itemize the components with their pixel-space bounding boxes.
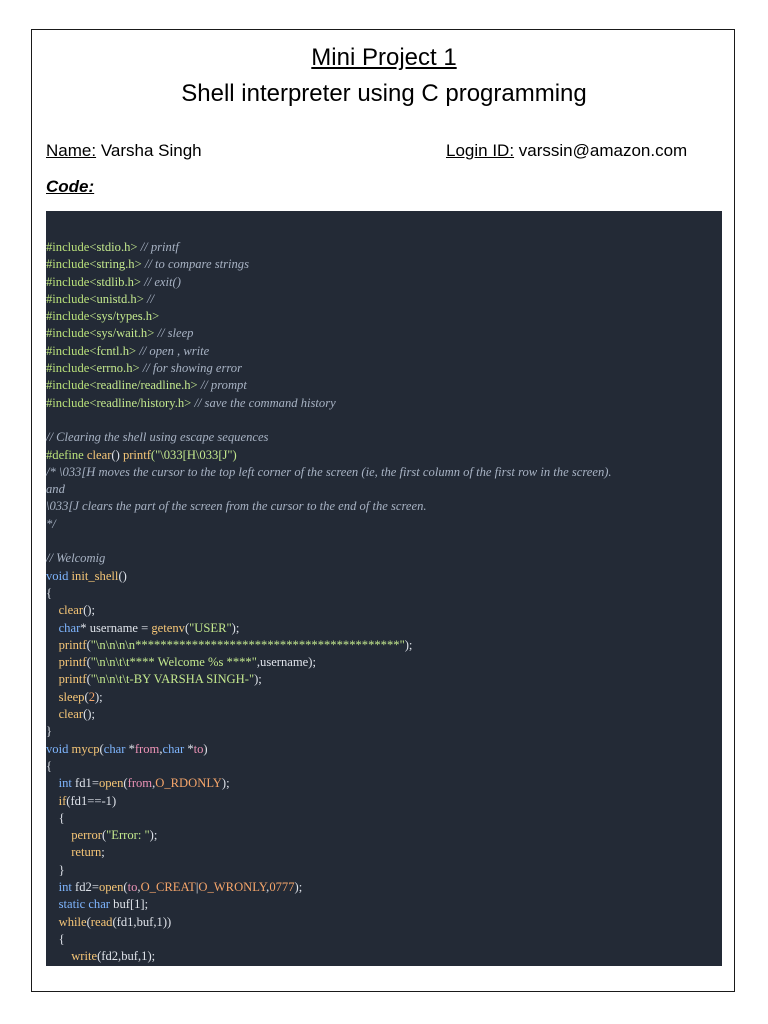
code-token: 0777	[269, 879, 295, 894]
code-token	[46, 794, 59, 808]
code-token: from	[134, 741, 160, 756]
code-token: while	[58, 914, 87, 929]
code-token: // open , write	[136, 343, 210, 358]
code-line	[46, 948, 612, 965]
code-line	[46, 516, 612, 533]
code-token: #include	[46, 343, 90, 358]
code-token: (	[123, 776, 128, 791]
code-token: (	[86, 637, 91, 652]
code-token: <readline/history.h>	[89, 395, 192, 410]
code-token: clear	[58, 707, 84, 722]
code-token: to	[127, 879, 138, 894]
code-token	[46, 690, 59, 704]
code-label: Code:	[46, 177, 95, 196]
code-token: char	[103, 741, 129, 756]
code-line	[46, 931, 612, 948]
code-line	[46, 706, 612, 723]
code-line	[46, 758, 612, 775]
code-line	[46, 585, 612, 602]
code-token: <errno.h>	[89, 361, 140, 376]
code-token: printf	[58, 672, 87, 687]
code-token: #include	[46, 378, 90, 393]
code-token	[46, 897, 59, 911]
document-title: Mini Project 1	[311, 44, 457, 71]
code-token	[46, 915, 59, 929]
code-token: (	[86, 914, 91, 929]
code-token: (	[99, 741, 104, 756]
code-token: read	[90, 914, 113, 929]
code-token: );	[231, 620, 240, 635]
code-token: (	[101, 828, 107, 843]
code-line	[46, 810, 612, 827]
code-token: ()	[111, 447, 123, 462]
code-token: printf	[58, 655, 87, 670]
code-token: ,	[137, 879, 141, 894]
code-line	[46, 256, 612, 273]
code-token	[46, 828, 71, 842]
code-line	[46, 620, 612, 637]
code-token: "\n\n\t\t**** Welcome %s ****"	[90, 655, 257, 670]
code-line	[46, 896, 612, 913]
code-token: <readline/readline.h>	[89, 378, 198, 393]
code-token: ,	[266, 879, 270, 894]
code-token: <stdlib.h>	[89, 274, 142, 289]
code-token: void	[46, 741, 72, 756]
code-line	[46, 325, 612, 342]
code-token: /* \033[H moves the cursor to the top left corner of the screen (ie, the first column of the first row in the screen).	[46, 464, 612, 479]
code-token: // prompt	[197, 378, 247, 393]
code-line	[46, 793, 612, 810]
code-line	[46, 741, 612, 758]
login-value: varssin@amazon.com	[518, 141, 688, 160]
code-token: open	[98, 879, 124, 894]
code-line	[46, 291, 612, 308]
code-token: "Error: "	[106, 828, 150, 843]
code-token: {	[46, 758, 53, 773]
code-token: // sleep	[154, 326, 194, 341]
code-token: and	[46, 482, 65, 497]
code-token: (fd1==-1)	[66, 793, 117, 808]
code-token: sleep	[58, 689, 85, 704]
code-token: "\n\n\n\n******************************************"	[90, 637, 405, 652]
name-value: Varsha Singh	[100, 141, 202, 160]
code-token: int	[58, 879, 76, 894]
code-token: char	[88, 897, 114, 912]
code-token	[46, 621, 59, 635]
code-token: <string.h>	[89, 257, 142, 272]
code-token: <stdio.h>	[89, 240, 138, 254]
code-token: ,	[152, 776, 156, 791]
code-token	[46, 707, 59, 721]
code-token	[46, 845, 71, 859]
code-token: open	[98, 776, 124, 791]
code-token: <sys/types.h>	[89, 309, 160, 324]
code-line	[46, 239, 612, 256]
code-token: *	[128, 741, 135, 756]
code-token: fd2=	[75, 879, 99, 894]
code-token	[46, 638, 59, 652]
code-line	[46, 412, 612, 429]
document-subtitle: Shell interpreter using C programming	[181, 80, 587, 107]
code-token: clear	[58, 603, 84, 618]
code-token: // for showing error	[139, 361, 243, 376]
code-token: return	[71, 845, 102, 860]
code-line	[46, 533, 612, 550]
code-line	[46, 343, 612, 360]
code-token: {	[46, 810, 65, 825]
code-token: #include	[46, 326, 90, 341]
code-token: #include	[46, 257, 90, 272]
code-line	[46, 879, 612, 896]
code-token: getenv	[151, 620, 185, 635]
code-token: (fd2,buf,1);	[97, 949, 156, 964]
name-label: Name:	[46, 141, 97, 160]
code-line	[46, 827, 612, 844]
code-token: ("\033[H\033[J")	[150, 447, 237, 462]
code-token	[46, 776, 59, 790]
code-token: #include	[46, 309, 90, 324]
code-token: {	[46, 931, 65, 946]
code-token	[46, 655, 59, 669]
code-token: <unistd.h>	[89, 291, 144, 306]
code-token: */	[46, 516, 56, 531]
code-token: * username =	[80, 620, 152, 635]
code-token: )	[203, 741, 208, 756]
code-line	[46, 550, 612, 567]
code-line	[46, 429, 612, 446]
code-token: #include	[46, 395, 90, 410]
code-token	[46, 949, 71, 963]
code-token: write	[71, 949, 98, 964]
code-token	[46, 603, 59, 617]
code-line	[46, 481, 612, 498]
code-token: clear	[86, 447, 112, 462]
code-token: |	[195, 879, 199, 894]
code-token: (	[84, 689, 89, 704]
code-line	[46, 671, 612, 688]
code-token: O_WRONLY	[198, 879, 267, 894]
code-token: (	[86, 655, 91, 670]
code-token: fd1=	[75, 776, 99, 791]
code-line	[46, 498, 612, 515]
code-line	[46, 447, 612, 464]
code-token: printf	[58, 637, 87, 652]
code-token: );	[221, 776, 230, 791]
code-token: );	[404, 637, 413, 652]
code-token: from	[127, 776, 153, 791]
code-token: );	[149, 828, 158, 843]
code-token: to	[193, 741, 204, 756]
code-line	[46, 395, 612, 412]
code-token: (	[86, 672, 91, 687]
code-line	[46, 862, 612, 879]
code-token: O_RDONLY	[155, 776, 222, 791]
code-line	[46, 360, 612, 377]
code-token: ();	[83, 603, 95, 618]
code-token: char	[162, 741, 188, 756]
code-token: (	[184, 620, 190, 635]
code-token: *	[187, 741, 194, 756]
code-token: #include	[46, 240, 90, 254]
code-token: buf[1];	[113, 897, 149, 912]
code-line	[46, 914, 612, 931]
code-token: char	[58, 620, 81, 635]
code-token: );	[294, 879, 303, 894]
code-line	[46, 568, 612, 585]
code-token: (	[123, 879, 128, 894]
code-token: int	[58, 776, 76, 791]
code-token: );	[94, 689, 103, 704]
code-token: // Clearing the shell using escape sequences	[46, 430, 269, 445]
code-token: #include	[46, 361, 90, 376]
code-token: // Welcomig	[46, 551, 106, 566]
code-line	[46, 274, 612, 291]
code-token: // save the command history	[191, 395, 336, 410]
code-token	[46, 880, 59, 894]
code-token: 2	[88, 689, 95, 704]
code-token: #include	[46, 291, 90, 306]
code-token: ,username);	[256, 655, 316, 670]
student-name	[46, 141, 202, 161]
code-token: O_CREAT	[140, 879, 196, 894]
code-token: #include	[46, 274, 90, 289]
code-token: ();	[83, 707, 95, 722]
code-token: // exit()	[141, 274, 181, 289]
code-token: init_shell	[71, 568, 119, 583]
code-token: <fcntl.h>	[89, 343, 137, 358]
code-line	[46, 723, 612, 740]
code-lines	[46, 239, 612, 965]
code-line	[46, 602, 612, 619]
code-token: <sys/wait.h>	[89, 326, 155, 341]
code-line	[46, 308, 612, 325]
code-token: #define	[46, 447, 87, 462]
code-token: (fd1,buf,1))	[112, 914, 172, 929]
code-block	[46, 211, 722, 966]
code-token: \033[J clears the part of the screen from the cursor to the end of the screen.	[46, 499, 427, 514]
code-token: mycp	[71, 741, 100, 756]
code-line	[46, 775, 612, 792]
code-token: // printf	[137, 240, 179, 254]
code-token: ,	[159, 741, 163, 756]
code-line	[46, 654, 612, 671]
code-token: static	[58, 897, 89, 912]
code-line	[46, 689, 612, 706]
code-token: perror	[71, 828, 102, 843]
login-id	[446, 141, 687, 161]
code-token: ;	[101, 845, 105, 860]
code-token: // to compare strings	[141, 257, 249, 272]
code-token: }	[46, 862, 65, 877]
code-token: "\n\n\t\t-BY VARSHA SINGH-"	[90, 672, 255, 687]
code-line	[46, 464, 612, 481]
code-token: void	[46, 568, 72, 583]
code-token: printf	[122, 447, 151, 462]
code-token: if	[58, 793, 67, 808]
code-token	[46, 672, 59, 686]
code-line	[46, 637, 612, 654]
code-token: //	[143, 291, 154, 306]
code-token: ()	[118, 568, 127, 583]
code-token: );	[254, 672, 262, 687]
code-line	[46, 844, 612, 861]
login-label: Login ID:	[446, 141, 515, 160]
code-line	[46, 377, 612, 394]
code-token: "USER"	[189, 620, 232, 635]
code-token: }	[46, 724, 53, 739]
code-token: {	[46, 585, 53, 600]
